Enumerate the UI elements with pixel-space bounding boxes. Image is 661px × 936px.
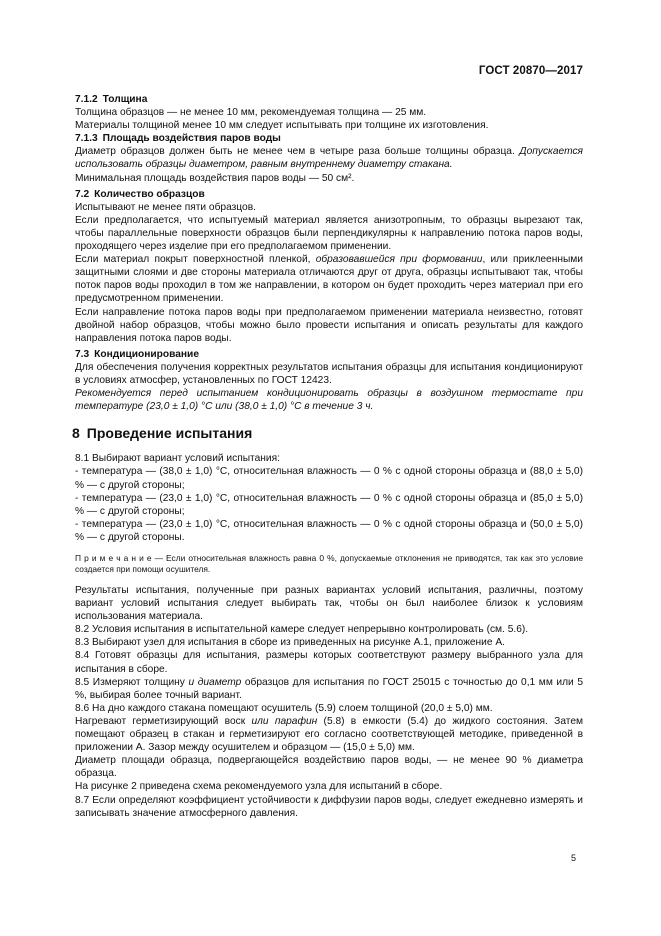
heading-title: Толщина	[102, 94, 148, 105]
italic-text-run: Допускается использовать образцы диаметром, равным внутреннему диаметру стакана.	[75, 146, 583, 171]
paragraph: Минимальная площадь воздействия паров воды — 50 см².	[75, 172, 355, 184]
text-run: Диаметр образцов должен быть не менее чем в четыре раза больше толщины образца.	[75, 146, 520, 158]
heading-title: Площадь воздействия паров воды	[102, 133, 281, 145]
paragraph: На рисунке 2 приведена схема рекомендуемого узла для испытаний в сборе.	[75, 781, 443, 793]
paragraph	[75, 676, 583, 702]
paragraph: Испытывают не менее пяти образцов.	[75, 201, 256, 213]
paragraph	[75, 253, 583, 305]
text-run: Если материал покрыт поверхностной пленкой,	[75, 254, 316, 266]
document-header-id: ГОСТ 20870—2017	[478, 65, 583, 77]
text-run: (5.8) в емкости (5.4) до жидкого состояния. Затем помещают образец в стакан и герметизируют его согласно соответствующей методике, приведенной в приложении А. Зазор между осушителем и образцом — (15,0 ± 5,0) мм.	[75, 715, 583, 754]
paragraph: Для обеспечения получения корректных результатов испытания образцы для испытания кондиционируют в условиях атмосфер, установленных по ГОСТ 12423.	[75, 361, 583, 386]
page-number: 5	[570, 853, 576, 863]
list-item: - температура — (23,0 ± 1,0) °С, относительная влажность — 0 % с одной стороны образца и (85,0 ± 5,0) % — с другой стороны;	[75, 492, 583, 517]
list-item: - температура — (38,0 ± 1,0) °С, относительная влажность — 0 % с одной стороны образца и (88,0 ± 5,0) % — с другой стороны;	[75, 466, 583, 491]
heading-7-3	[75, 348, 583, 361]
text-run: 8.5 Измеряют толщину	[75, 676, 189, 688]
paragraph	[75, 715, 583, 754]
text-run: Нагревают герметизирующий воск	[75, 715, 252, 727]
italic-paragraph: Рекомендуется перед испытанием кондиционировать образцы в воздушном термостате при температуре (23,0 ± 1,0) °С или (38,0 ± 1,0) °С в течение 3 ч.	[75, 388, 583, 413]
heading-title: Количество образцов	[94, 188, 205, 200]
heading-number: 7.2	[75, 188, 90, 200]
paragraph: Результаты испытания, полученные при разных вариантах условий испытания, различны, поэтому вариант условий испытания следует выбирать так, чтобы он был наиболее близок к условиям использования материала.	[75, 585, 583, 623]
heading-7-2	[75, 188, 583, 201]
paragraph: 8.1 Выбирают вариант условий испытания:	[75, 453, 280, 465]
paragraph	[75, 145, 583, 171]
text-run: образцов для испытания по ГОСТ 25015 с точностью до 0,1 мм или 5 %, выбирая более точный вариант.	[75, 676, 583, 701]
heading-title: Проведение испытания	[86, 425, 253, 442]
paragraph: Толщина образцов — не менее 10 мм, рекомендуемая толщина — 25 мм.	[75, 107, 427, 119]
text-run: , или приклеенными защитными слоями и две стороны материала отличаются друг от друга, образцы испытывают так, чтобы поток паров воды проходил в том же направлении, в котором он будет проходить через материал при его предусмотренном применении.	[75, 254, 583, 305]
heading-number: 7.3	[75, 348, 90, 360]
paragraph: Материалы толщиной менее 10 мм следует испытывать при толщине их изготовления.	[75, 120, 489, 132]
paragraph: Диаметр площади образца, подвергающейся воздействию паров воды, — не менее 90 % диаметра образца.	[75, 755, 583, 780]
paragraph: 8.6 На дно каждого стакана помещают осушитель (5.9) слоем толщиной (20,0 ± 5,0) мм.	[75, 702, 493, 714]
paragraph: 8.7 Если определяют коэффициент устойчивости к диффузии паров воды, следует ежедневно измерять и записывать значение атмосферного давления.	[75, 794, 583, 819]
heading-number: 8	[72, 425, 80, 442]
paragraph: 8.3 Выбирают узел для испытания в сборе из приведенных на рисунке А.1, приложение А.	[75, 637, 505, 649]
note-label: П р и м е ч а н и е	[75, 553, 152, 563]
heading-number: 7.1.2	[75, 94, 98, 105]
heading-7-1-2	[75, 93, 583, 106]
heading-7-1-3	[75, 132, 583, 145]
note	[75, 553, 583, 575]
document-body	[72, 93, 583, 820]
heading-number: 7.1.3	[75, 133, 98, 145]
list-item: - температура — (23,0 ± 1,0) °С, относительная влажность — 0 % с одной стороны образца и (50,0 ± 5,0) % — с другой стороны.	[75, 518, 583, 543]
heading-title: Кондиционирование	[94, 348, 199, 360]
paragraph: 8.2 Условия испытания в испытательной камере следует непрерывно контролировать (см. 5.6).	[75, 624, 529, 636]
note-text: — Если относительная влажность равна 0 %, допускаемые отклонения не приводятся, так как это условие создается при помощи осушителя.	[75, 553, 583, 574]
italic-text-run: и диаметр	[188, 676, 242, 688]
paragraph: 8.4 Готовят образцы для испытания, размеры которых соответствуют размеру выбранного узла для испытания в сборе.	[75, 650, 583, 675]
paragraph: Если направление потока паров воды при предполагаемом применении материала неизвестно, готовят двойной набор образцов, чтобы можно было провести испытания и описать результаты для каждого направления потока паров воды.	[75, 306, 583, 344]
italic-text-run: или парафин	[251, 715, 318, 727]
paragraph: Если предполагается, что испытуемый материал является анизотропным, то образцы вырезают так, чтобы параллельные поверхности образцов были перпендикулярны к направлению потока паров воды, проходящего через изделие при его предполагаемом применении.	[75, 214, 583, 253]
section-heading-8	[72, 427, 583, 440]
italic-text-run: образовавшейся при формовании	[315, 254, 483, 266]
